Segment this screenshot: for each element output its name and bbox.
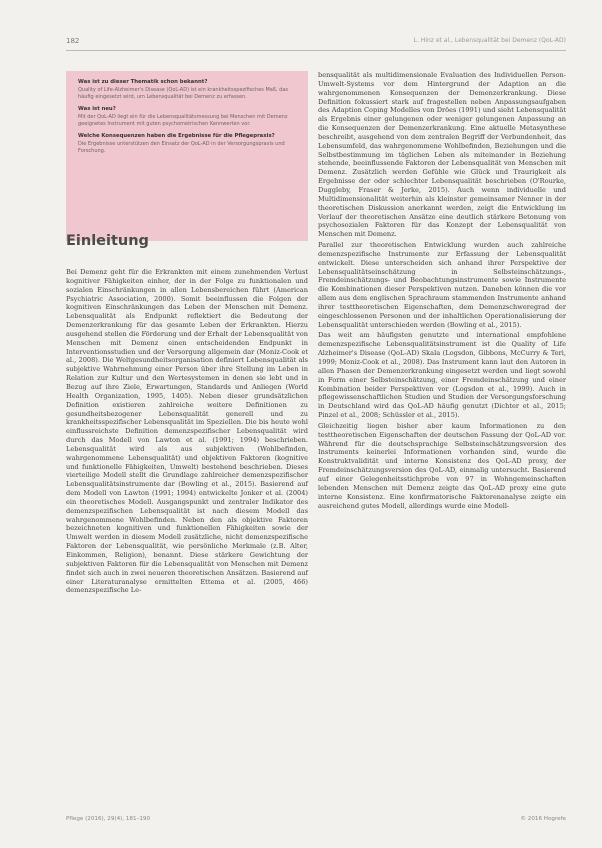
left-paragraph: Bei Demenz geht für die Erkrankten mit einem zunehmenden Verlust kognitiver Fähigkeiten einher, der in der Folge zu funktionalen und sozialen Einschränkungen in allen Lebensbereichen führt (American Psychiatric Association, 2000). Somit beeinflussen die Folgen der kognitiven Einschränkungen das Leben der Menschen mit Demenz. Lebensqualität als Endpunkt reflektiert die Bedeutung der Demenzerkrankung für das gesamte Leben der Erkrankten. Hierzu ausgehend stellen die Förderung und der Erhalt der Lebensqualität von Menschen mit Demenz einen entscheidenden Endpunkt in Interventionsstudien und der Versorgung allgemein dar (Moniz-Cook et al., 2008). Die Weltgesundheitsorganisation definiert Lebensqualität als subjektive Wahrnehmung einer Person über ihre Stellung im Leben in Relation zur Kultur und den Wertesystemen in denen sie lebt und in Bezug auf ihre Ziele, Erwartungen, Standards und Anliegen (World Health Organization, 1995, 1405). Neben dieser grundsätzlichen Definition existieren zahlreiche weitere Definitionen zu gesundheitsbezogener Lebensqualität generell und zu krankheitsspezifischer Lebensqualität im Speziellen. Die bis heute wohl einflussreichste Definition demenzspezifischer Lebensqualität wird durch das Modell von Lawton et al. (1991; 1994) beschrieben. Lebensqualität wird als aus subjektiven (Wohlbefinden, wahrgenommene Lebensqualität) und objektiven Faktoren (kognitive und funktionelle Fähigkeiten, Umwelt) bestehend beschrieben. Dieses vierteilige Modell stellt die Grundlage zahlreicher demenzspezifischer Lebensqualitätsinstrumente dar (Bowling et al., 2015). Basierend auf dem Modell von Lawton (1991; 1994) entwickelte Jonker et al. (2004) ein theoretisches Modell. Ausgangspunkt und zentraler Indikator des demenzspezifischen Lebensqualität ist nach diesem Modell das wahrgenommene Wohlbefinden. Neben den als objektive Faktoren bezeichneten kognitiven und funktionellen Fähigkeiten sowie der Umwelt werden in diesem Modell zusätzliche, nicht demenzspezifische Faktoren der Lebensqualität, wie persönliche Merkmale (z.B. Alter, Einkommen, Religion), benannt. Diese stärkere Gewichtung der subjektiven Faktoren für die Lebensqualität von Menschen mit Demenz findet sich auch in zwei neueren theoretischen Ansätzen. Basierend auf einer Literaturanalyse ermittelten Ettema et al. (2005, 466) demenzspezifische Le- — [66, 268, 308, 595]
summary-box — [66, 71, 308, 241]
box-question-2: Was ist neu? — [78, 106, 116, 113]
box-answer-1: Quality of Life-Alzheimer's Disease (QoL-AD) ist ein krankheitsspezifisches Maß, das häufig eingesetzt wird, um Lebensqualität bei Demenz zu erfassen. — [78, 87, 289, 100]
box-answer-3: Die Ergebnisse unterstützen den Einsatz der QoL-AD in der Versorgungspraxis und Forschung. — [78, 141, 285, 154]
right-column — [318, 71, 566, 512]
left-column — [66, 268, 308, 597]
right-paragraph: bensqualität als multidimensionale Evaluation des Individuellen Person-Umwelt-Systems vor dem Hintergrund der Adaption an die wahrgenommenen Konsequenzen der Demenzerkrankung. Diese Definition fokussiert stark auf fragestellen neben Anpassungsaufgaben des Adaption Coping Modelles von Dröes (1991) und sieht Lebensqualität als Ergebnis einer gelungenen oder weniger gelungenen Anpassung an die Konsequenzen der Demenzerkrankung. Eine aktuelle Metasynthese beschreibt, ausgehend von dem zentralen Begriff der Verbundenheit, das Lebensumfeld, das wahrgenommene Wohlbefinden, Beziehungen und die Selbstbestimmung im täglichen Leben als miteinander in Beziehung stehende, beeinflussende Faktoren der Lebensqualität von Menschen mit Demenz. Zusätzlich werden Gefühle wie Glück und Traurigkeit als Ergebnisse der oder schlechter Lebensqualität beschrieben (O'Rourke, Duggleby, Fraser & Jerke, 2015). Auch wenn individuelle und Multidimensionalität weiterhin als kleinster gemeinsamer Nenner in der theoretischen Diskussion anerkannt werden, zeigt die Entwicklung im Verlauf der theoretischen Ansätze eine deutlich stärkere Betonung von psychosozialen Faktoren für das Konzept der Lebensqualität von Menschen mit Demenz. — [318, 71, 566, 239]
section-heading: Einleitung — [66, 233, 149, 249]
right-paragraph: Gleichzeitig liegen bisher aber kaum Informationen zu den testtheoretischen Eigenschaften der deutschen Fassung der QoL-AD vor. Während für die deutschsprachige Selbsteinschätzungsversion des Instruments keinerlei Informationen vorhanden sind, wurde die Konstruktvalidität und interne Konsistenz des QoL-AD proxy, der Fremdeinschätzungsversion des QoL-AD, einmalig untersucht. Basierend auf einer Gelegenheitsstichprobe von 97 in Wohngemeinschaften lebenden Menschen mit Demenz zeigte das QoL-AD proxy eine gute interne Konsistenz. Eine konfirmatorische Faktorenanalyse zeigte ein ausreichend gutes Modell, allerdings wurde eine Modell- — [318, 421, 566, 510]
right-paragraph: Das weit am häufigsten genutzte und international empfohlene demenzspezifische Lebensqualitätsinstrument ist die Quality of Life Alzheimer's Disease (QoL-AD) Skala (Logsdon, Gibbons, McCurry & Teri, 1999; Moniz-Cook et al., 2008). Das Instrument kann laut den Autoren in allen Phasen der Demenzerkrankung eingesetzt werden und liegt sowohl in Form einer Selbsteinschätzung, einer Fremdeinschätzung und einer Kombination beider Perspektiven vor (Logsdon et al., 1999). Auch in pflegewissenschaftlichen Studien und Studien der Versorgungsforschung in Deutschland wird das QoL-AD häufig genutzt (Dichter et al., 2015; Pinzel et al., 2008; Schüssler et al., 2015). — [318, 331, 566, 420]
footer-citation: Pflege (2016), 29(4), 181–190 — [66, 816, 151, 822]
running-head: L. Hinz et al., Lebensqualität bei Demenz (QoL-AD) — [413, 37, 566, 44]
page-number: 182 — [66, 37, 80, 45]
header-rule — [66, 50, 566, 51]
box-question-1: Was ist zu dieser Thematik schon bekannt? — [78, 79, 208, 85]
box-question-3: Welche Konsequenzen haben die Ergebnisse für die Pflegepraxis? — [78, 133, 275, 140]
footer-publisher: © 2016 Hogrefe — [520, 816, 566, 822]
box-answer-2: Mit der QoL-AD liegt ein für die Lebensqualitätsmessung bei Menschen mit Demenz geeignetes Instrument mit guten psychometrischen Kennwerten vor. — [78, 114, 288, 127]
right-paragraph: Parallel zur theoretischen Entwicklung wurden auch zahlreiche demenzspezifische Instrumente zur Erfassung der Lebensqualität entwickelt. Diese unterscheiden sich anhand ihrer Perspektive der Lebensqualitätseinschätzung in Selbsteinschätzungs-, Fremdeinschätzungs- und Beobachtungsinstrumente sowie Instrumente die Kombinationen dieser Perspektiven nutzen. Daneben können die vor allem aus dem englischen Sprachraum stammenden Instrumente anhand ihrer testtheoretischen Eigenschaften, dem Demenzschweregrad der eingeschlossenen Personen und der inhaltlichen Operationalisierung der Lebensqualität unterschieden werden (Bowling et al., 2015). — [318, 241, 566, 329]
